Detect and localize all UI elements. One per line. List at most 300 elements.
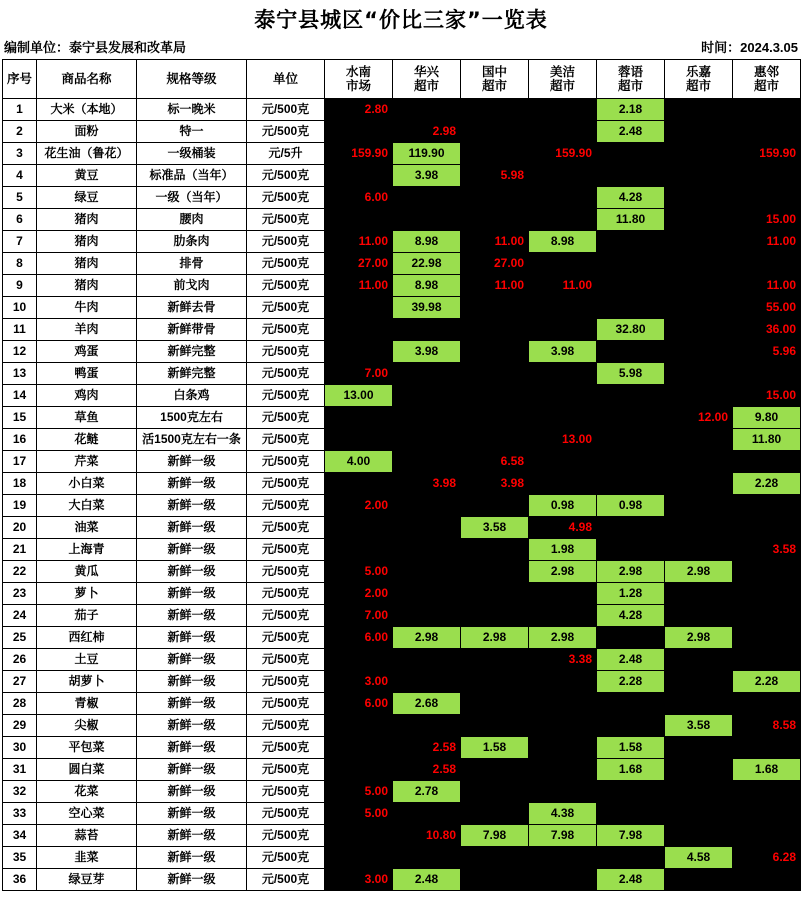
cell-spec: 肋条肉 bbox=[137, 231, 247, 253]
table-row bbox=[3, 165, 801, 187]
price-value: 1.98 bbox=[550, 542, 575, 556]
cell-name: 芹菜 bbox=[37, 451, 137, 473]
report-date: 时间：2024.3.05 bbox=[701, 40, 798, 55]
price-cell-store-6 bbox=[733, 231, 801, 253]
price-cell-store-5 bbox=[665, 473, 733, 495]
store-name-line2: 市场 bbox=[345, 79, 371, 93]
price-cell-store-5 bbox=[665, 165, 733, 187]
price-value: 5.00 bbox=[364, 806, 388, 820]
cell-name: 尖椒 bbox=[37, 715, 137, 737]
table-row bbox=[3, 517, 801, 539]
cell-unit: 元/500克 bbox=[247, 253, 325, 275]
price-value: 7.00 bbox=[364, 366, 388, 380]
price-cell-store-5 bbox=[665, 715, 733, 737]
cell-no: 32 bbox=[3, 781, 37, 803]
price-cell-store-6 bbox=[733, 473, 801, 495]
cell-no: 17 bbox=[3, 451, 37, 473]
column-header-store-0 bbox=[325, 60, 393, 99]
cell-no: 27 bbox=[3, 671, 37, 693]
cell-unit: 元/500克 bbox=[247, 99, 325, 121]
price-cell-store-0 bbox=[325, 517, 393, 539]
price-value: 2.98 bbox=[550, 630, 575, 644]
cell-spec: 活1500克左右一条 bbox=[137, 429, 247, 451]
cell-no: 24 bbox=[3, 605, 37, 627]
price-cell-store-0 bbox=[325, 803, 393, 825]
cell-name: 青椒 bbox=[37, 693, 137, 715]
price-cell-store-2 bbox=[461, 517, 529, 539]
price-value: 9.80 bbox=[754, 410, 779, 424]
price-value: 8.58 bbox=[772, 718, 796, 732]
price-value: 8.98 bbox=[550, 234, 575, 248]
price-cell-store-6 bbox=[733, 495, 801, 517]
price-cell-store-5 bbox=[665, 253, 733, 275]
price-value: 2.28 bbox=[618, 674, 643, 688]
price-cell-store-1 bbox=[393, 803, 461, 825]
price-cell-store-1 bbox=[393, 693, 461, 715]
price-cell-store-4 bbox=[597, 341, 665, 363]
price-cell-store-4 bbox=[597, 319, 665, 341]
table-row bbox=[3, 627, 801, 649]
cell-name: 空心菜 bbox=[37, 803, 137, 825]
store-name-line2: 超市 bbox=[549, 79, 575, 93]
cell-unit: 元/500克 bbox=[247, 693, 325, 715]
price-cell-store-4 bbox=[597, 583, 665, 605]
price-value: 5.98 bbox=[500, 168, 524, 182]
price-cell-store-2 bbox=[461, 187, 529, 209]
column-header-store-3 bbox=[529, 60, 597, 99]
cell-name: 鸡肉 bbox=[37, 385, 137, 407]
cell-unit: 元/500克 bbox=[247, 649, 325, 671]
price-cell-store-1 bbox=[393, 209, 461, 231]
price-cell-store-5 bbox=[665, 275, 733, 297]
price-cell-store-3 bbox=[529, 99, 597, 121]
price-value: 5.00 bbox=[364, 784, 388, 798]
price-cell-store-1 bbox=[393, 561, 461, 583]
cell-unit: 元/500克 bbox=[247, 583, 325, 605]
price-cell-store-0 bbox=[325, 473, 393, 495]
price-cell-store-1 bbox=[393, 671, 461, 693]
price-cell-store-3 bbox=[529, 583, 597, 605]
price-cell-store-5 bbox=[665, 429, 733, 451]
price-cell-store-3 bbox=[529, 715, 597, 737]
price-cell-store-0 bbox=[325, 341, 393, 363]
price-value: 10.80 bbox=[425, 828, 456, 842]
cell-name: 草鱼 bbox=[37, 407, 137, 429]
table-row bbox=[3, 539, 801, 561]
price-cell-store-2 bbox=[461, 803, 529, 825]
cell-name: 蒜苔 bbox=[37, 825, 137, 847]
price-value: 3.98 bbox=[414, 168, 439, 182]
price-cell-store-2 bbox=[461, 847, 529, 869]
cell-no: 14 bbox=[3, 385, 37, 407]
price-cell-store-4 bbox=[597, 363, 665, 385]
price-cell-store-6 bbox=[733, 803, 801, 825]
price-value: 0.98 bbox=[550, 498, 575, 512]
column-header-unit: 单位 bbox=[247, 60, 325, 99]
table-row bbox=[3, 495, 801, 517]
price-value: 2.58 bbox=[432, 740, 456, 754]
price-value: 159.90 bbox=[759, 146, 796, 160]
price-cell-store-3 bbox=[529, 561, 597, 583]
table-row bbox=[3, 649, 801, 671]
price-cell-store-5 bbox=[665, 759, 733, 781]
price-cell-store-1 bbox=[393, 319, 461, 341]
cell-name: 圆白菜 bbox=[37, 759, 137, 781]
price-cell-store-4 bbox=[597, 231, 665, 253]
price-cell-store-6 bbox=[733, 825, 801, 847]
cell-no: 13 bbox=[3, 363, 37, 385]
price-cell-store-6 bbox=[733, 649, 801, 671]
cell-unit: 元/500克 bbox=[247, 319, 325, 341]
price-value: 11.00 bbox=[766, 278, 796, 292]
price-cell-store-3 bbox=[529, 869, 597, 891]
price-cell-store-1 bbox=[393, 275, 461, 297]
price-cell-store-2 bbox=[461, 825, 529, 847]
price-cell-store-1 bbox=[393, 583, 461, 605]
price-cell-store-5 bbox=[665, 495, 733, 517]
price-cell-store-6 bbox=[733, 275, 801, 297]
cell-unit: 元/500克 bbox=[247, 715, 325, 737]
price-value: 11.00 bbox=[494, 278, 524, 292]
store-name-line1: 惠邻 bbox=[753, 65, 779, 79]
price-value: 6.00 bbox=[364, 190, 388, 204]
price-value: 1.28 bbox=[618, 586, 643, 600]
cell-name: 绿豆芽 bbox=[37, 869, 137, 891]
cell-no: 36 bbox=[3, 869, 37, 891]
cell-no: 18 bbox=[3, 473, 37, 495]
price-cell-store-3 bbox=[529, 781, 597, 803]
price-value: 4.58 bbox=[686, 850, 711, 864]
price-value: 15.00 bbox=[765, 212, 796, 226]
price-cell-store-4 bbox=[597, 715, 665, 737]
price-cell-store-0 bbox=[325, 143, 393, 165]
cell-spec: 新鲜一级 bbox=[137, 715, 247, 737]
price-cell-store-5 bbox=[665, 781, 733, 803]
cell-name: 羊肉 bbox=[37, 319, 137, 341]
price-cell-store-5 bbox=[665, 297, 733, 319]
price-cell-store-4 bbox=[597, 495, 665, 517]
price-cell-store-5 bbox=[665, 385, 733, 407]
price-value: 2.00 bbox=[364, 586, 388, 600]
price-cell-store-4 bbox=[597, 671, 665, 693]
price-value: 6.28 bbox=[772, 850, 796, 864]
price-cell-store-5 bbox=[665, 825, 733, 847]
price-cell-store-6 bbox=[733, 781, 801, 803]
price-cell-store-3 bbox=[529, 187, 597, 209]
cell-no: 6 bbox=[3, 209, 37, 231]
cell-name: 西红柿 bbox=[37, 627, 137, 649]
column-header-store-6 bbox=[733, 60, 801, 99]
price-value: 7.98 bbox=[618, 828, 643, 842]
table-row bbox=[3, 187, 801, 209]
table-row bbox=[3, 583, 801, 605]
price-cell-store-4 bbox=[597, 847, 665, 869]
price-cell-store-3 bbox=[529, 253, 597, 275]
price-cell-store-0 bbox=[325, 407, 393, 429]
price-value: 2.80 bbox=[364, 102, 388, 116]
header-row bbox=[3, 60, 801, 99]
price-cell-store-2 bbox=[461, 759, 529, 781]
price-cell-store-6 bbox=[733, 297, 801, 319]
price-cell-store-5 bbox=[665, 209, 733, 231]
price-cell-store-1 bbox=[393, 495, 461, 517]
cell-unit: 元/500克 bbox=[247, 671, 325, 693]
price-cell-store-1 bbox=[393, 605, 461, 627]
price-value: 159.90 bbox=[555, 146, 592, 160]
price-value: 13.00 bbox=[561, 432, 592, 446]
cell-name: 猪肉 bbox=[37, 231, 137, 253]
price-value: 2.18 bbox=[618, 102, 643, 116]
cell-name: 绿豆 bbox=[37, 187, 137, 209]
cell-spec: 新鲜一级 bbox=[137, 517, 247, 539]
price-cell-store-5 bbox=[665, 561, 733, 583]
cell-no: 9 bbox=[3, 275, 37, 297]
price-cell-store-2 bbox=[461, 121, 529, 143]
price-cell-store-6 bbox=[733, 165, 801, 187]
cell-name: 胡萝卜 bbox=[37, 671, 137, 693]
cell-unit: 元/5升 bbox=[247, 143, 325, 165]
cell-unit: 元/500克 bbox=[247, 737, 325, 759]
cell-unit: 元/500克 bbox=[247, 209, 325, 231]
price-value: 27.00 bbox=[493, 256, 524, 270]
price-cell-store-5 bbox=[665, 99, 733, 121]
cell-no: 34 bbox=[3, 825, 37, 847]
cell-unit: 元/500克 bbox=[247, 605, 325, 627]
cell-name: 花菜 bbox=[37, 781, 137, 803]
cell-unit: 元/500克 bbox=[247, 385, 325, 407]
price-cell-store-2 bbox=[461, 385, 529, 407]
price-cell-store-3 bbox=[529, 759, 597, 781]
cell-no: 22 bbox=[3, 561, 37, 583]
cell-unit: 元/500克 bbox=[247, 473, 325, 495]
cell-unit: 元/500克 bbox=[247, 517, 325, 539]
cell-no: 1 bbox=[3, 99, 37, 121]
cell-spec: 新鲜带骨 bbox=[137, 319, 247, 341]
price-cell-store-4 bbox=[597, 737, 665, 759]
price-cell-store-2 bbox=[461, 869, 529, 891]
price-value: 6.00 bbox=[364, 696, 388, 710]
price-value: 2.98 bbox=[414, 630, 439, 644]
price-cell-store-1 bbox=[393, 121, 461, 143]
cell-spec: 新鲜一级 bbox=[137, 781, 247, 803]
table-row bbox=[3, 825, 801, 847]
cell-spec: 新鲜一级 bbox=[137, 627, 247, 649]
cell-name: 猪肉 bbox=[37, 275, 137, 297]
price-cell-store-4 bbox=[597, 275, 665, 297]
cell-name: 黄瓜 bbox=[37, 561, 137, 583]
price-value: 7.98 bbox=[482, 828, 507, 842]
price-value: 11.00 bbox=[358, 278, 388, 292]
cell-no: 20 bbox=[3, 517, 37, 539]
cell-spec: 标一晚米 bbox=[137, 99, 247, 121]
cell-spec: 新鲜一级 bbox=[137, 451, 247, 473]
price-table bbox=[2, 59, 801, 891]
cell-name: 上海青 bbox=[37, 539, 137, 561]
price-cell-store-6 bbox=[733, 715, 801, 737]
cell-unit: 元/500克 bbox=[247, 759, 325, 781]
price-value: 2.98 bbox=[432, 124, 456, 138]
price-cell-store-2 bbox=[461, 407, 529, 429]
price-value: 1.58 bbox=[618, 740, 643, 754]
price-cell-store-0 bbox=[325, 715, 393, 737]
cell-unit: 元/500克 bbox=[247, 363, 325, 385]
price-cell-store-5 bbox=[665, 539, 733, 561]
price-value: 3.98 bbox=[550, 344, 575, 358]
cell-no: 8 bbox=[3, 253, 37, 275]
price-cell-store-5 bbox=[665, 627, 733, 649]
price-cell-store-3 bbox=[529, 429, 597, 451]
price-cell-store-5 bbox=[665, 407, 733, 429]
price-cell-store-6 bbox=[733, 539, 801, 561]
price-value: 3.00 bbox=[364, 674, 388, 688]
price-value: 3.38 bbox=[568, 652, 592, 666]
price-cell-store-6 bbox=[733, 143, 801, 165]
price-cell-store-0 bbox=[325, 275, 393, 297]
table-row bbox=[3, 781, 801, 803]
table-row bbox=[3, 297, 801, 319]
price-cell-store-5 bbox=[665, 649, 733, 671]
price-cell-store-2 bbox=[461, 319, 529, 341]
price-cell-store-1 bbox=[393, 407, 461, 429]
table-row bbox=[3, 275, 801, 297]
price-value: 2.48 bbox=[414, 872, 439, 886]
cell-no: 25 bbox=[3, 627, 37, 649]
price-cell-store-3 bbox=[529, 473, 597, 495]
price-value: 4.38 bbox=[550, 806, 575, 820]
price-cell-store-4 bbox=[597, 143, 665, 165]
price-value: 15.00 bbox=[765, 388, 796, 402]
cell-no: 21 bbox=[3, 539, 37, 561]
cell-unit: 元/500克 bbox=[247, 121, 325, 143]
table-row bbox=[3, 715, 801, 737]
price-cell-store-0 bbox=[325, 231, 393, 253]
cell-spec: 一级（当年） bbox=[137, 187, 247, 209]
column-header-store-2 bbox=[461, 60, 529, 99]
price-cell-store-2 bbox=[461, 473, 529, 495]
price-value: 11.80 bbox=[751, 432, 782, 446]
cell-spec: 新鲜一级 bbox=[137, 869, 247, 891]
price-value: 6.58 bbox=[500, 454, 524, 468]
price-cell-store-0 bbox=[325, 737, 393, 759]
price-cell-store-6 bbox=[733, 319, 801, 341]
price-value: 11.00 bbox=[766, 234, 796, 248]
price-cell-store-2 bbox=[461, 275, 529, 297]
column-header-no: 序号 bbox=[3, 60, 37, 99]
cell-unit: 元/500克 bbox=[247, 275, 325, 297]
price-value: 119.90 bbox=[408, 146, 445, 160]
cell-spec: 新鲜一级 bbox=[137, 495, 247, 517]
price-cell-store-3 bbox=[529, 341, 597, 363]
cell-no: 23 bbox=[3, 583, 37, 605]
price-value: 3.58 bbox=[482, 520, 507, 534]
price-cell-store-5 bbox=[665, 363, 733, 385]
cell-spec: 新鲜一级 bbox=[137, 759, 247, 781]
table-row bbox=[3, 121, 801, 143]
price-cell-store-6 bbox=[733, 869, 801, 891]
cell-name: 花鲢 bbox=[37, 429, 137, 451]
price-cell-store-2 bbox=[461, 605, 529, 627]
price-cell-store-1 bbox=[393, 297, 461, 319]
column-header-store-4 bbox=[597, 60, 665, 99]
store-name-line2: 超市 bbox=[753, 79, 779, 93]
price-cell-store-4 bbox=[597, 429, 665, 451]
price-cell-store-3 bbox=[529, 693, 597, 715]
cell-spec: 1500克左右 bbox=[137, 407, 247, 429]
price-value: 8.98 bbox=[414, 234, 439, 248]
cell-spec: 新鲜一级 bbox=[137, 539, 247, 561]
price-cell-store-6 bbox=[733, 187, 801, 209]
cell-no: 30 bbox=[3, 737, 37, 759]
price-cell-store-5 bbox=[665, 847, 733, 869]
price-cell-store-4 bbox=[597, 209, 665, 231]
cell-unit: 元/500克 bbox=[247, 407, 325, 429]
price-cell-store-5 bbox=[665, 869, 733, 891]
cell-name: 牛肉 bbox=[37, 297, 137, 319]
store-name-line1: 乐嘉 bbox=[685, 65, 711, 79]
cell-no: 35 bbox=[3, 847, 37, 869]
price-cell-store-3 bbox=[529, 363, 597, 385]
cell-unit: 元/500克 bbox=[247, 187, 325, 209]
table-row bbox=[3, 341, 801, 363]
cell-unit: 元/500克 bbox=[247, 165, 325, 187]
price-cell-store-1 bbox=[393, 517, 461, 539]
price-cell-store-6 bbox=[733, 605, 801, 627]
price-cell-store-3 bbox=[529, 517, 597, 539]
price-cell-store-3 bbox=[529, 825, 597, 847]
store-name-line2: 超市 bbox=[481, 79, 507, 93]
price-cell-store-0 bbox=[325, 165, 393, 187]
cell-spec: 新鲜一级 bbox=[137, 473, 247, 495]
store-name-line2: 超市 bbox=[617, 79, 643, 93]
price-cell-store-3 bbox=[529, 319, 597, 341]
price-cell-store-0 bbox=[325, 363, 393, 385]
issuing-organization: 编制单位：泰宁县发展和改革局 bbox=[4, 40, 187, 55]
price-cell-store-4 bbox=[597, 121, 665, 143]
price-cell-store-6 bbox=[733, 99, 801, 121]
price-cell-store-1 bbox=[393, 165, 461, 187]
price-cell-store-2 bbox=[461, 781, 529, 803]
cell-no: 28 bbox=[3, 693, 37, 715]
price-cell-store-1 bbox=[393, 253, 461, 275]
price-value: 3.00 bbox=[364, 872, 388, 886]
price-cell-store-3 bbox=[529, 495, 597, 517]
price-cell-store-4 bbox=[597, 473, 665, 495]
cell-spec: 新鲜一级 bbox=[137, 825, 247, 847]
price-cell-store-2 bbox=[461, 539, 529, 561]
cell-unit: 元/500克 bbox=[247, 451, 325, 473]
cell-unit: 元/500克 bbox=[247, 847, 325, 869]
price-cell-store-5 bbox=[665, 143, 733, 165]
cell-unit: 元/500克 bbox=[247, 869, 325, 891]
price-cell-store-0 bbox=[325, 869, 393, 891]
price-cell-store-0 bbox=[325, 451, 393, 473]
table-row bbox=[3, 561, 801, 583]
cell-name: 猪肉 bbox=[37, 209, 137, 231]
cell-name: 萝卜 bbox=[37, 583, 137, 605]
price-cell-store-1 bbox=[393, 143, 461, 165]
price-cell-store-5 bbox=[665, 671, 733, 693]
price-value: 3.98 bbox=[500, 476, 524, 490]
price-cell-store-3 bbox=[529, 121, 597, 143]
cell-spec: 前戈肉 bbox=[137, 275, 247, 297]
price-value: 2.00 bbox=[364, 498, 388, 512]
cell-unit: 元/500克 bbox=[247, 561, 325, 583]
price-cell-store-3 bbox=[529, 737, 597, 759]
price-cell-store-6 bbox=[733, 121, 801, 143]
cell-unit: 元/500克 bbox=[247, 297, 325, 319]
price-cell-store-2 bbox=[461, 627, 529, 649]
cell-unit: 元/500克 bbox=[247, 495, 325, 517]
